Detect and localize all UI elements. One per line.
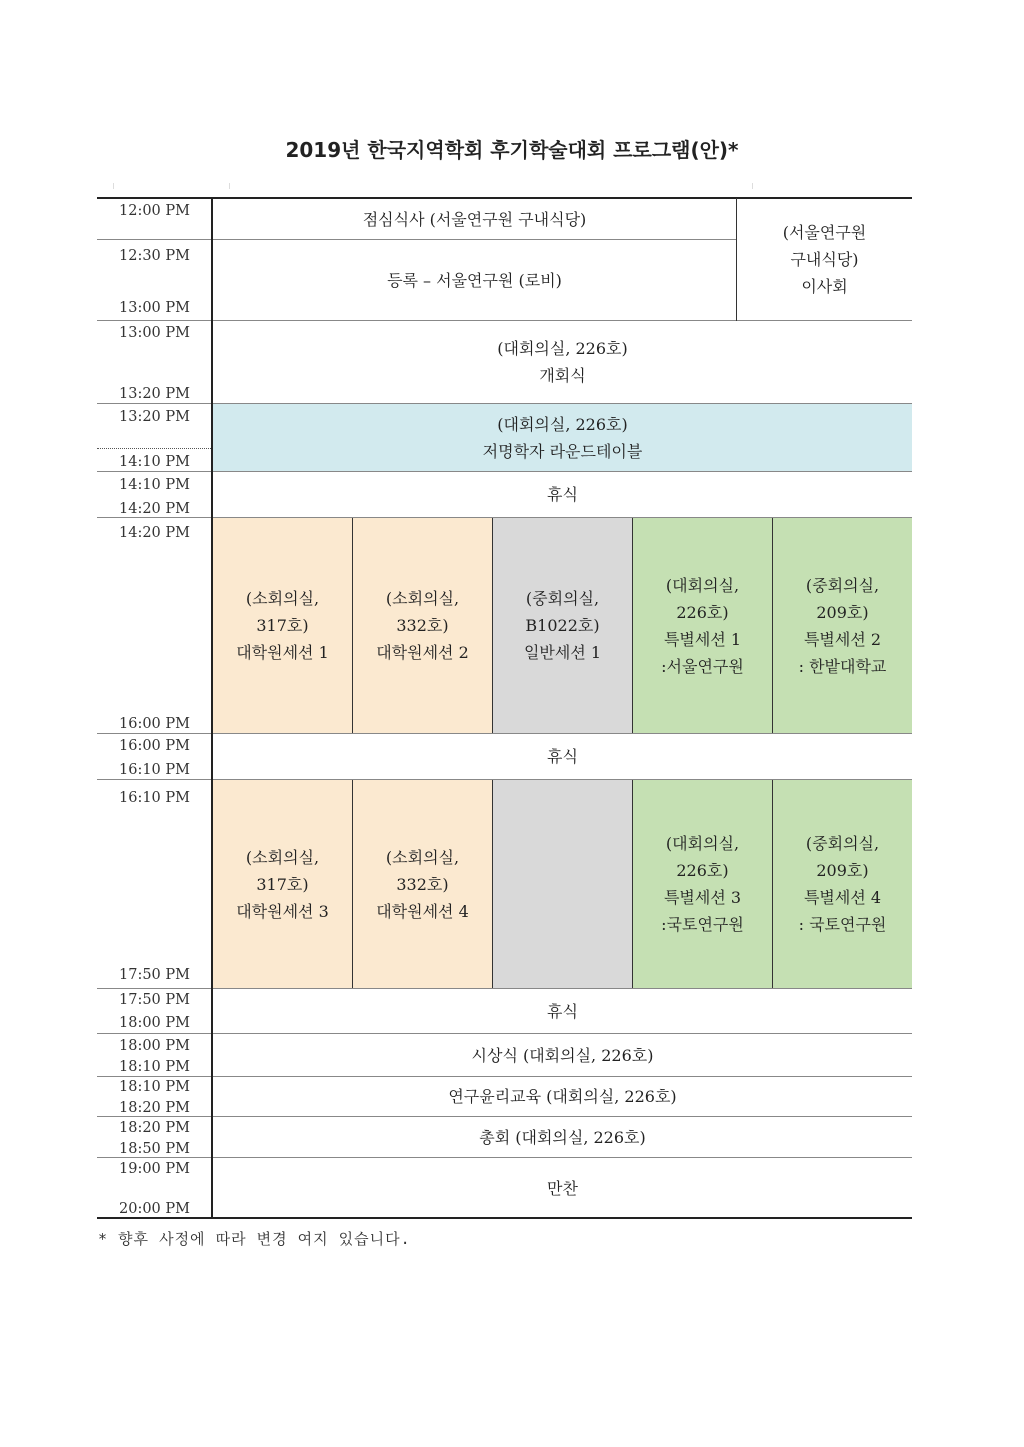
column-rule: [736, 198, 737, 321]
session-line: :서울연구원: [661, 656, 744, 676]
time-column-rule: [211, 197, 213, 1219]
opening-line: 개회식: [539, 366, 586, 385]
dinner-cell: [213, 1158, 912, 1218]
time-label: 17:50 PM: [119, 992, 190, 1008]
session-line: (대회의실,: [665, 575, 740, 595]
time-label: 14:20 PM: [119, 525, 190, 541]
time-label: 16:00 PM: [119, 716, 190, 732]
column-rule: [492, 518, 493, 733]
session-line: 일반세션 1: [523, 643, 602, 662]
board-line: 이사회: [801, 277, 848, 296]
session-cell-special-1: [633, 518, 772, 733]
column-rule: [772, 780, 773, 988]
dinner-text: 만찬: [547, 1178, 578, 1198]
session-cell-graduate-3: [213, 780, 352, 988]
session-cell-special-3: [633, 780, 772, 988]
break-text: 휴식: [547, 485, 578, 504]
session-cell-general-1: [493, 518, 632, 733]
column-rule: [352, 780, 353, 988]
time-label: 18:20 PM: [119, 1120, 190, 1136]
footnote: * 향후 사정에 따라 변경 여지 있습니다.: [98, 1230, 411, 1248]
time-label: 14:10 PM: [119, 454, 190, 470]
time-label: 16:10 PM: [119, 790, 190, 806]
general-meeting-text: 총회 (대회의실, 226호): [479, 1127, 646, 1147]
session-line: 대학원세션 4: [376, 901, 469, 921]
session-line: 대학원세션 1: [236, 643, 329, 662]
break-cell-3: [213, 989, 912, 1033]
tick-mark: [229, 183, 230, 189]
session-line: 317호): [256, 874, 309, 894]
ethics-text: 연구윤리교육 (대회의실, 226호): [448, 1087, 677, 1106]
row-rule: [97, 1033, 912, 1034]
tick-mark: [752, 183, 753, 189]
time-label: 19:00 PM: [119, 1161, 190, 1177]
session-line: 226호): [676, 861, 729, 880]
session-cell-graduate-2: [353, 518, 492, 733]
break-text: 휴식: [547, 1001, 578, 1021]
time-label: 18:00 PM: [119, 1038, 190, 1054]
session-cell-special-2: [773, 518, 912, 733]
row-rule: [97, 403, 912, 404]
opening-line: (대회의실, 226호): [497, 339, 628, 358]
row-rule: [97, 320, 912, 321]
session-line: 209호): [816, 861, 869, 880]
row-rule: [97, 1076, 912, 1077]
time-label: 13:00 PM: [119, 300, 190, 316]
roundtable-cell: [213, 404, 912, 471]
time-label: 18:00 PM: [119, 1015, 190, 1031]
session-line: (중회의실,: [805, 834, 880, 853]
session-line: 209호): [816, 602, 869, 622]
time-label: 16:10 PM: [119, 762, 190, 778]
table-bottom-rule: [97, 1217, 912, 1219]
ethics-cell: [213, 1077, 912, 1116]
time-label: 20:00 PM: [119, 1201, 190, 1217]
column-rule: [772, 518, 773, 733]
session-line: (중회의실,: [525, 589, 600, 608]
row-rule: [97, 1157, 912, 1158]
dotted-rule: [97, 448, 213, 449]
time-label: 13:00 PM: [119, 325, 190, 341]
board-meeting-cell: [737, 199, 912, 320]
row-rule: [97, 517, 912, 518]
session-line: 대학원세션 2: [376, 643, 469, 662]
session-line: 대학원세션 3: [236, 901, 329, 921]
break-text: 휴식: [547, 747, 578, 766]
time-label: 12:00 PM: [119, 203, 190, 219]
session-line: : 국토연구원: [798, 915, 887, 934]
session-cell-special-4: [773, 780, 912, 988]
time-label: 13:20 PM: [119, 386, 190, 402]
break-cell-2: [213, 734, 912, 779]
session-line: (소회의실,: [385, 847, 460, 867]
board-line: 구내식당): [790, 250, 859, 269]
session-line: (소회의실,: [385, 589, 460, 608]
roundtable-line-2: 저명학자 라운드테이블: [482, 441, 643, 461]
lunch-cell: [213, 199, 736, 239]
session-line: (중회의실,: [805, 575, 880, 595]
time-label: 18:50 PM: [119, 1141, 190, 1157]
registration-text: 등록 – 서울연구원 (로비): [387, 270, 562, 290]
session-cell-empty: [493, 780, 632, 988]
opening-cell: [213, 321, 912, 403]
session-line: (대회의실,: [665, 834, 740, 853]
table-top-rule: [97, 197, 912, 199]
row-rule: [97, 471, 912, 472]
session-line: 332호): [396, 874, 449, 894]
column-rule: [352, 518, 353, 733]
session-line: 특별세션 2: [803, 629, 882, 649]
board-line: (서울연구원: [782, 223, 867, 242]
session-line: (소회의실,: [245, 847, 320, 867]
time-label: 14:10 PM: [119, 477, 190, 493]
session-line: (소회의실,: [245, 589, 320, 608]
column-rule: [632, 780, 633, 988]
session-line: 특별세션 4: [803, 888, 882, 907]
time-label: 17:50 PM: [119, 967, 190, 983]
row-rule: [97, 733, 912, 734]
session-line: B1022호): [525, 616, 600, 635]
row-rule: [97, 1116, 912, 1117]
break-cell-1: [213, 472, 912, 517]
session-line: : 한밭대학교: [798, 656, 887, 676]
session-line: 332호): [396, 616, 449, 635]
session-line: 317호): [256, 616, 309, 635]
session-line: 226호): [676, 602, 729, 622]
row-rule: [97, 239, 736, 240]
time-label: 13:20 PM: [119, 409, 190, 425]
awards-cell: [213, 1034, 912, 1076]
session-line: 특별세션 3: [663, 888, 742, 907]
time-label: 18:10 PM: [119, 1059, 190, 1075]
session-line: 특별세션 1: [663, 629, 742, 649]
time-label: 18:20 PM: [119, 1100, 190, 1116]
roundtable-line-1: (대회의실, 226호): [497, 414, 628, 434]
row-rule: [97, 988, 912, 989]
row-rule: [97, 779, 912, 780]
time-label: 16:00 PM: [119, 738, 190, 754]
page-title: 2019년 한국지역학회 후기학술대회 프로그램(안)*: [285, 138, 739, 162]
time-label: 14:20 PM: [119, 501, 190, 517]
lunch-text: 점심식사 (서울연구원 구내식당): [362, 209, 587, 229]
column-rule: [492, 780, 493, 988]
time-label: 18:10 PM: [119, 1079, 190, 1095]
column-rule: [632, 518, 633, 733]
awards-text: 시상식 (대회의실, 226호): [471, 1045, 654, 1065]
session-cell-graduate-1: [213, 518, 352, 733]
tick-mark: [113, 183, 114, 189]
registration-cell: [213, 240, 736, 320]
session-line: :국토연구원: [661, 915, 744, 934]
general-meeting-cell: [213, 1117, 912, 1157]
time-label: 12:30 PM: [119, 248, 190, 264]
session-cell-graduate-4: [353, 780, 492, 988]
